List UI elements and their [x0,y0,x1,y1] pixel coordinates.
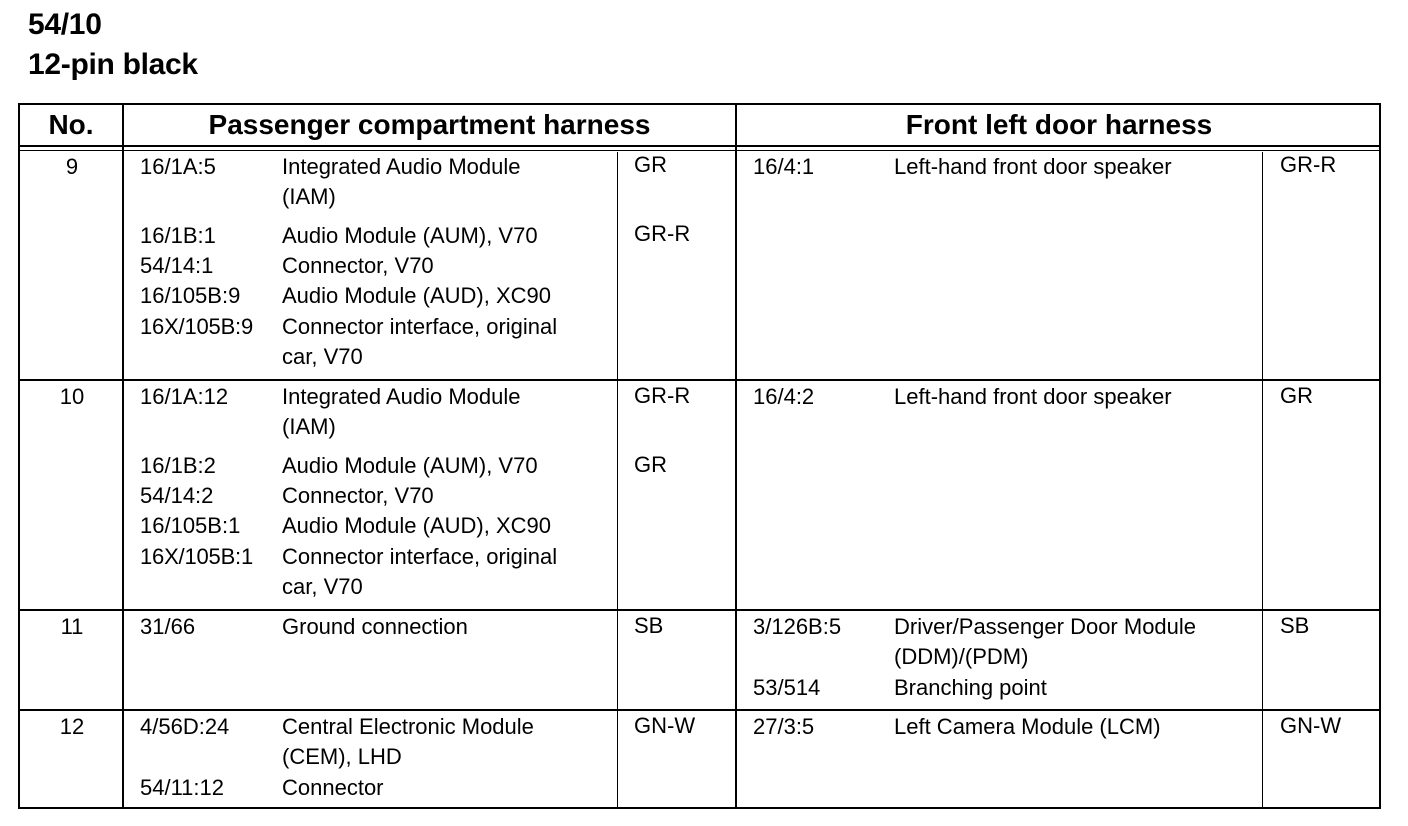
right-description: Driver/Passenger Door Module [894,614,1197,639]
left-pin-ref: 16/1A:12 [140,384,229,409]
pin-number: 9 [65,154,79,179]
right-description: Branching point [894,675,1047,700]
column-header-no: No. [48,109,94,140]
left-description: Ground connection [282,614,468,639]
column-header-passenger-harness: Passenger compartment harness [208,109,651,140]
left-description: Connector, V70 [282,253,434,278]
right-pin-ref: 16/4:1 [753,154,815,179]
right-description: Left Camera Module (LCM) [894,714,1161,739]
left-pin-ref: 16/105B:1 [140,513,241,538]
right-pin-ref: 53/514 [753,675,821,700]
header-divider [20,150,1379,151]
right-wire-color: SB [1280,613,1310,638]
pin-number: 12 [59,714,85,739]
left-wire-color: GR [634,152,667,177]
left-description: Central Electronic Module [282,714,534,739]
left-description: Integrated Audio Module [282,154,521,179]
right-description: Left-hand front door speaker [894,154,1172,179]
left-pin-ref: 16/1A:5 [140,154,216,179]
pin-number: 11 [60,614,84,639]
left-description: Connector interface, original [282,544,558,569]
left-wire-color: GR-R [634,221,691,246]
column-header-door-harness: Front left door harness [905,109,1213,140]
left-pin-ref: 16X/105B:9 [140,314,253,339]
right-description: (DDM)/(PDM) [894,644,1029,669]
left-description: Integrated Audio Module [282,384,521,409]
row-divider [20,709,1379,711]
right-wire-color: GR-R [1280,152,1337,177]
pin-number: 10 [59,384,85,409]
left-pin-ref: 16X/105B:1 [140,544,253,569]
left-wire-color: GN-W [634,713,696,738]
left-pin-ref: 16/105B:9 [140,283,241,308]
right-wire-color: GN-W [1280,713,1342,738]
left-description: (IAM) [282,184,336,209]
row-divider [20,379,1379,381]
connector-description: 12-pin black [28,48,198,81]
left-description: Connector interface, original [282,314,558,339]
left-pin-ref: 54/14:2 [140,483,214,508]
right-pin-ref: 3/126B:5 [753,614,842,639]
left-description: Audio Module (AUD), XC90 [282,283,552,308]
right-wire-color: GR [1280,383,1313,408]
right-pin-ref: 27/3:5 [753,714,815,739]
pinout-table [18,103,1381,809]
left-wire-color: GR-R [634,383,691,408]
left-description: Audio Module (AUD), XC90 [282,513,552,538]
left-pin-ref: 4/56D:24 [140,714,230,739]
left-description: Audio Module (AUM), V70 [282,223,538,248]
left-description: Audio Module (AUM), V70 [282,453,538,478]
left-description: car, V70 [282,574,363,599]
right-description: Left-hand front door speaker [894,384,1172,409]
left-description: (IAM) [282,414,336,439]
left-description: car, V70 [282,344,363,369]
row-divider [20,609,1379,611]
connector-id: 54/10 [28,8,102,41]
left-pin-ref: 54/14:1 [140,253,214,278]
column-divider [122,105,124,807]
left-wire-color: GR [634,452,667,477]
left-wire-color: SB [634,613,664,638]
left-description: Connector [282,775,384,800]
left-pin-ref: 31/66 [140,614,196,639]
column-divider [735,105,737,807]
header-divider [20,145,1379,147]
left-pin-ref: 16/1B:1 [140,223,216,248]
left-pin-ref: 54/11:12 [140,775,225,800]
left-pin-ref: 16/1B:2 [140,453,216,478]
right-pin-ref: 16/4:2 [753,384,815,409]
left-description: Connector, V70 [282,483,434,508]
left-description: (CEM), LHD [282,744,402,769]
